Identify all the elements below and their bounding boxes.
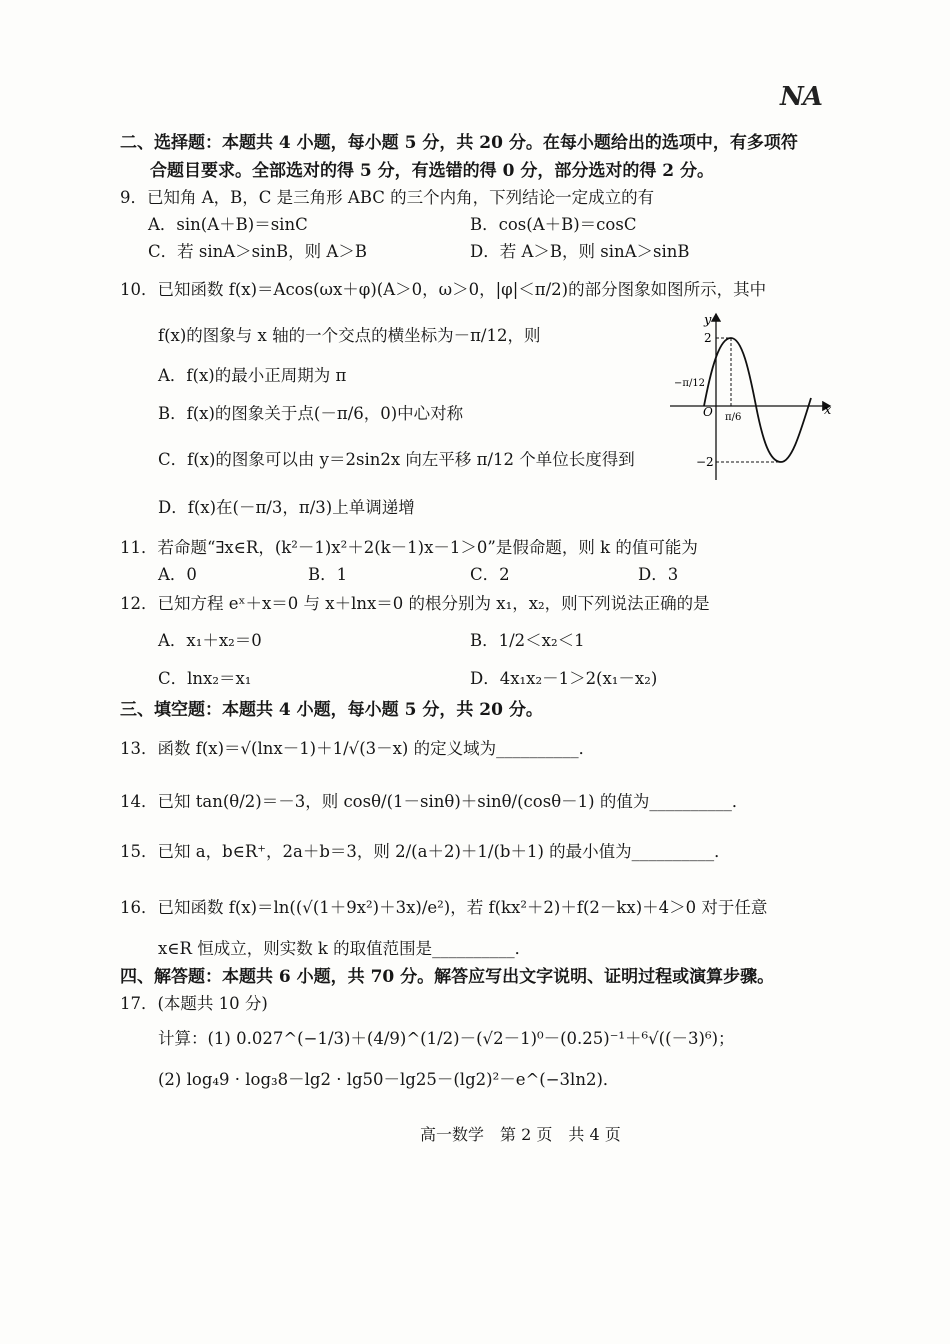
x-axis-label: x	[824, 403, 832, 418]
q13-stem: 13．函数 f(x)＝√(lnx－1)＋1/√(3－x) 的定义域为__________．	[120, 739, 596, 758]
neg-tick-label: −π/12	[674, 378, 706, 389]
q17-part-1: 计算：(1) 0.027^(−1/3)＋(4/9)^(1/2)－(√2－1)⁰－(0.25)⁻¹＋⁶√((－3)⁶)；	[158, 1029, 735, 1048]
q9-option-b: B．cos(A＋B)＝cosC	[470, 215, 637, 234]
q9-option-d: D．若 A＞B，则 sinA＞sinB	[470, 242, 690, 261]
q14-stem: 14．已知 tan(θ/2)＝－3，则 cosθ/(1－sinθ)＋sinθ/(cosθ－1) 的值为__________．	[120, 792, 749, 811]
q12-option-b: B．1/2＜x₂＜1	[470, 631, 585, 650]
q17-part-2: (2) log₄9 · log₃8－lg2 · lg50－lg25－(lg2)²－e^(−3ln2)．	[158, 1070, 620, 1089]
q12-option-a: A．x₁＋x₂＝0	[158, 631, 262, 650]
q9-option-c: C．若 sinA＞sinB，则 A＞B	[148, 242, 367, 261]
q11-option-a: A．0	[158, 565, 197, 584]
q10-option-a: A．f(x)的最小正周期为 π	[158, 366, 347, 385]
q10-stem: 10．已知函数 f(x)＝Acos(ωx＋φ)(A＞0，ω＞0，|φ|＜π/2)的部分图象如图所示，其中	[120, 280, 767, 299]
q10-function-graph	[668, 310, 838, 482]
q11-option-c: C．2	[470, 565, 510, 584]
section-2-heading: 二、选择题：本题共 4 小题，每小题 5 分，共 20 分。在每小题给出的选项中，有多项符	[120, 133, 798, 153]
min-value-label: −2	[696, 455, 714, 469]
q15-stem: 15．已知 a，b∈R⁺，2a＋b＝3，则 2/(a＋2)＋1/(b＋1) 的最小值为__________．	[120, 842, 731, 861]
q16-stem: 16．已知函数 f(x)＝ln((√(1＋9x²)＋3x)/e²)，若 f(kx²＋2)＋f(2－kx)＋4＞0 对于任意	[120, 898, 768, 917]
q12-option-c: C．lnx₂＝x₁	[158, 669, 252, 688]
q9-option-a: A．sin(A＋B)＝sinC	[148, 215, 308, 234]
q16-stem-cont: x∈R 恒成立，则实数 k 的取值范围是__________．	[158, 939, 532, 958]
page-footer: 高一数学 第 2 页 共 4 页	[420, 1125, 621, 1144]
q10-option-c: C．f(x)的图象可以由 y＝2sin2x 向左平移 π/12 个单位长度得到	[158, 450, 635, 469]
q10-stem-cont: f(x)的图象与 x 轴的一个交点的横坐标为－π/12，则	[158, 326, 541, 345]
q9-stem: 9．已知角 A，B，C 是三角形 ABC 的三个内角，下列结论一定成立的有	[120, 188, 655, 207]
q12-option-d: D．4x₁x₂－1＞2(x₁－x₂)	[470, 669, 658, 688]
q10-option-d: D．f(x)在(－π/3，π/3)上单调递增	[158, 498, 415, 517]
q11-option-b: B．1	[308, 565, 348, 584]
section-2-heading-cont: 合题目要求。全部选对的得 5 分，有选错的得 0 分，部分选对的得 2 分。	[150, 161, 714, 181]
q10-option-b: B．f(x)的图象关于点(－π/6，0)中心对称	[158, 404, 464, 423]
cosine-curve	[704, 338, 811, 462]
q17-stem: 17．(本题共 10 分)	[120, 994, 268, 1013]
q12-stem: 12．已知方程 eˣ＋x＝0 与 x＋lnx＝0 的根分别为 x₁，x₂，则下列说法正确的是	[120, 594, 710, 613]
section-3-heading: 三、填空题：本题共 4 小题，每小题 5 分，共 20 分。	[120, 700, 543, 720]
origin-label: O	[703, 405, 713, 419]
q11-option-d: D．3	[638, 565, 679, 584]
section-4-heading: 四、解答题：本题共 6 小题，共 70 分。解答应写出文字说明、证明过程或演算步骤。	[120, 967, 775, 987]
y-axis-label: y	[704, 313, 712, 328]
pos-tick-label: π/6	[725, 412, 742, 423]
q11-stem: 11．若命题“∃x∈R，(k²－1)x²＋2(k－1)x－1＞0”是假命题，则 k 的值可能为	[120, 538, 698, 557]
header-logo: NA	[780, 82, 822, 112]
max-value-label: 2	[704, 331, 712, 345]
